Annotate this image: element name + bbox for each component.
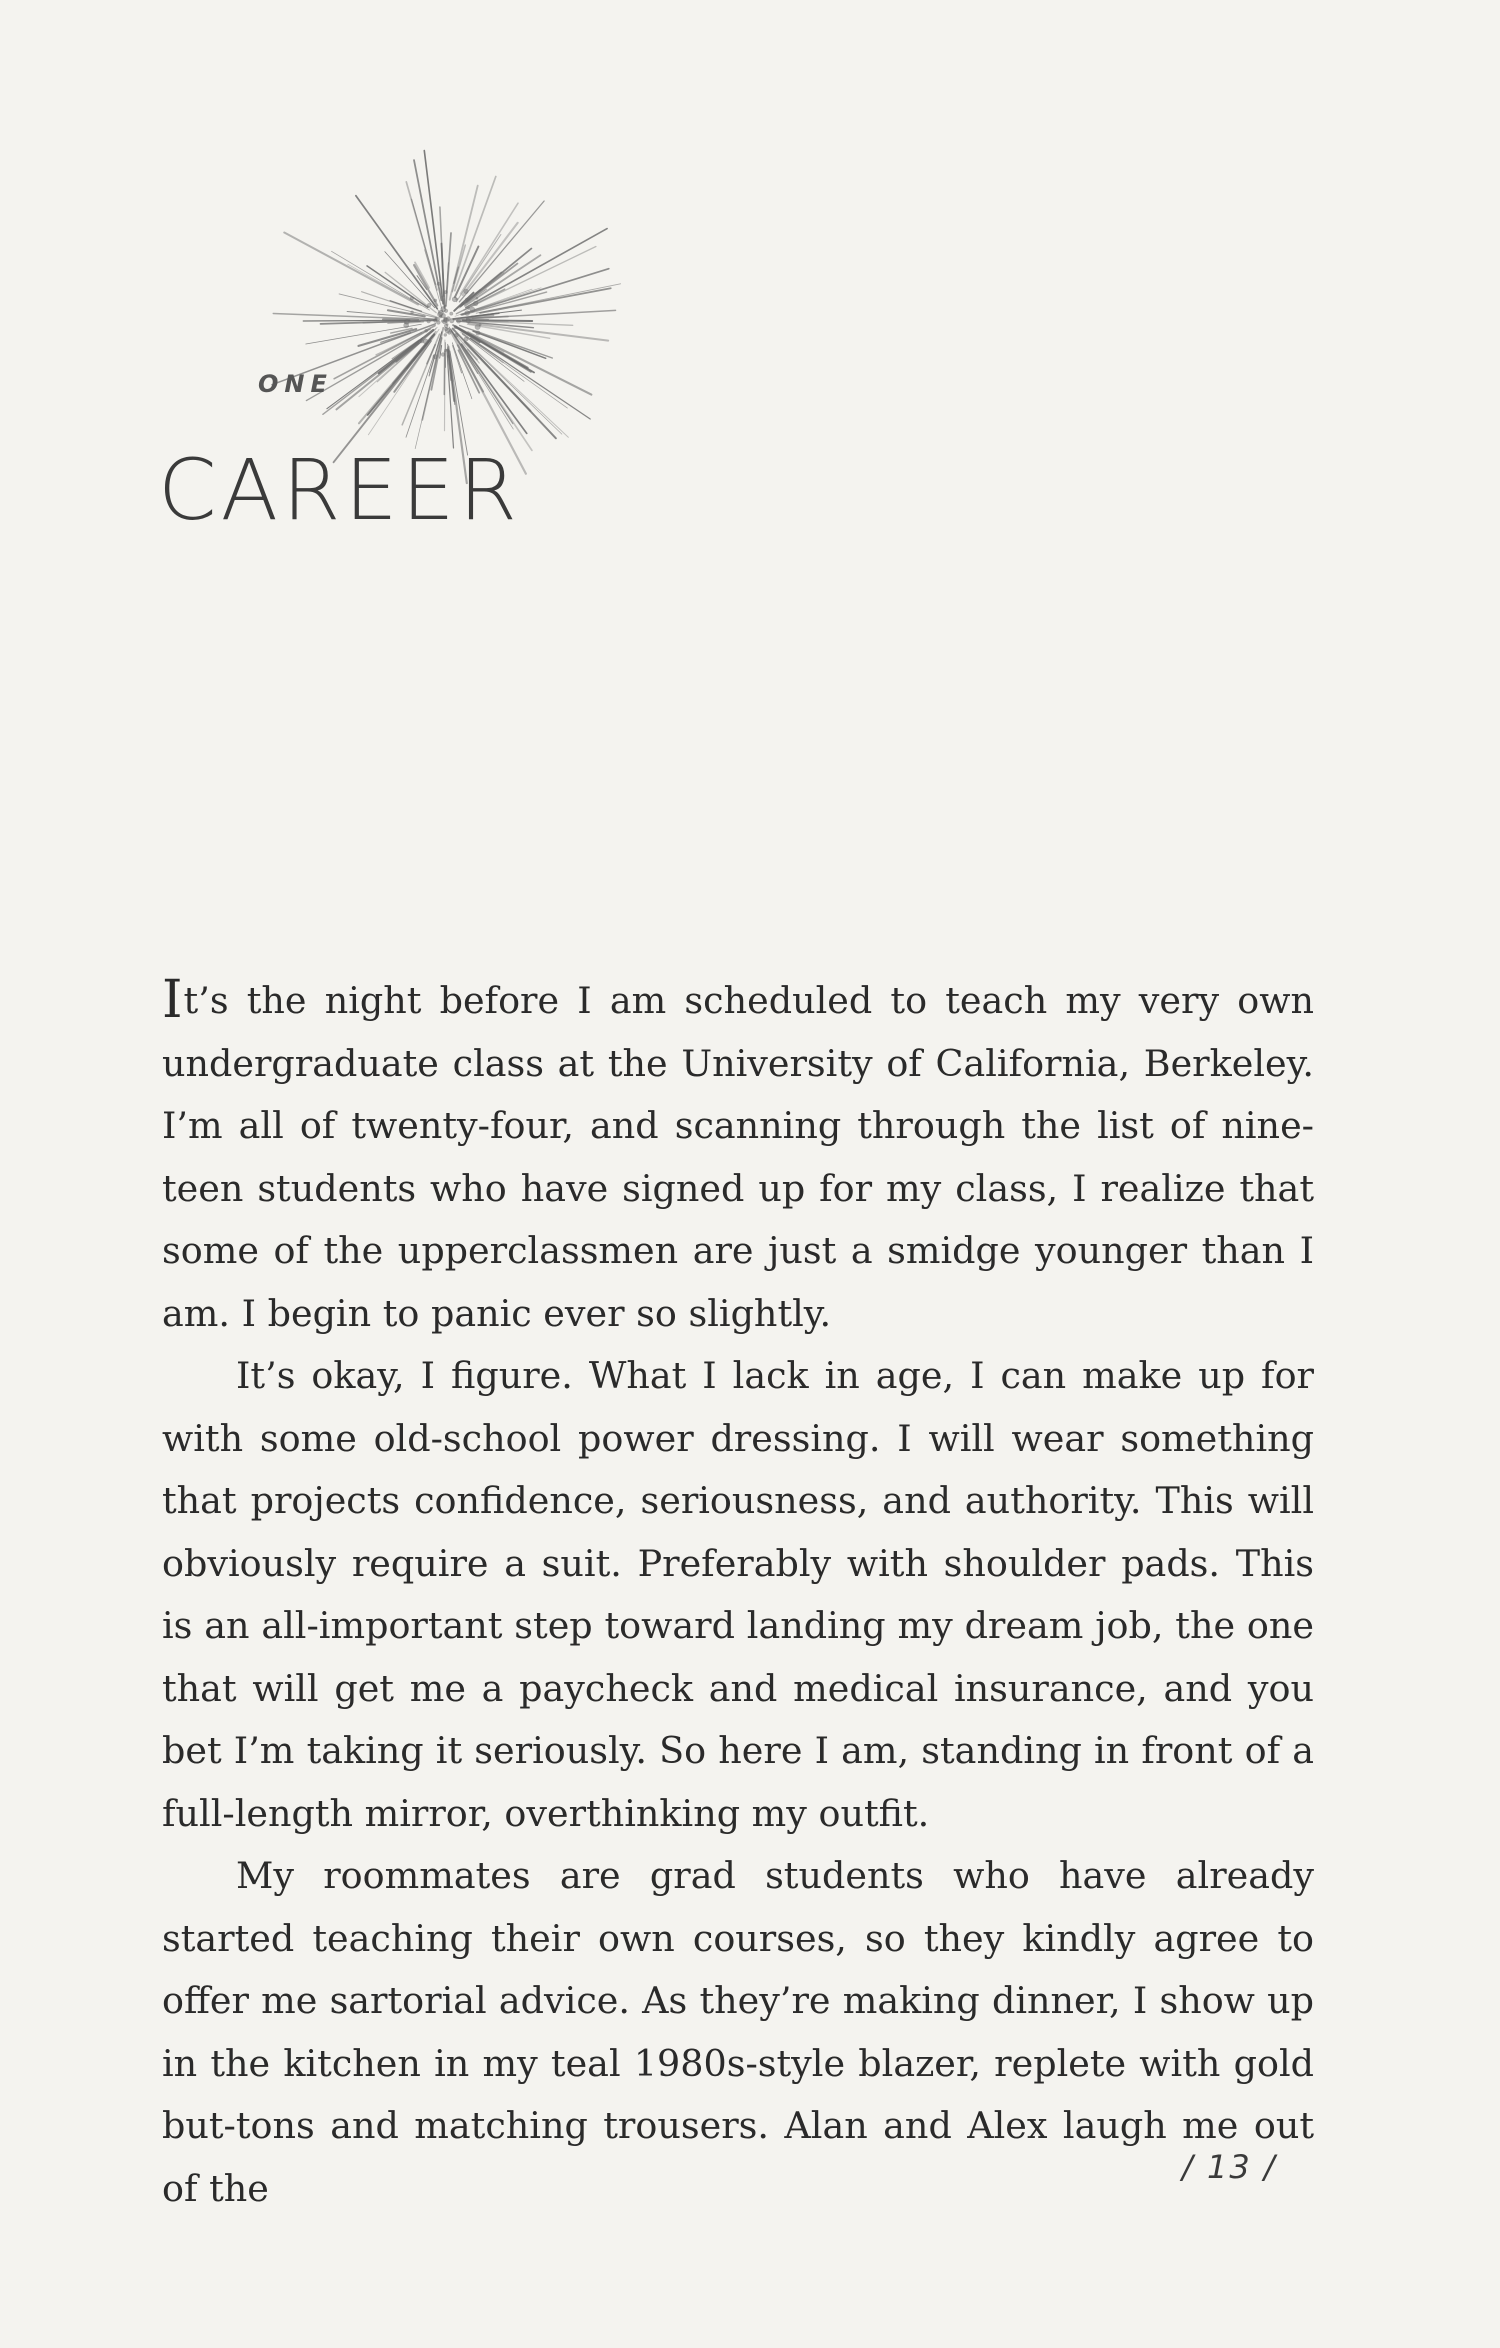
chapter-number-label: ONE [258, 370, 333, 398]
page-number: / 13 / [1182, 2148, 1277, 2186]
paragraph-2: It’s okay, I figure. What I lack in age, I can make up for with some old-school power dressing. I will wear something that projects confidence, seriousness, and authority. This will obviously require a suit. Preferably with shoulder pads. This is an all-important step toward landing my dream job, the one that will get me a paycheck and medical insurance, and you bet I’m taking it seriously. So here I am, standing in front of a full-length mirror, overthinking my outfit. [162, 1354, 1314, 1835]
paragraph-1-text: t’s the night before I am scheduled to teach my very own undergraduate class at the University of California, Berkeley. I’m all of twenty-four, and scanning through the list of nine-teen students who have signed up for my class, I realize that some of the upperclassmen are just a smidge younger than I am. I begin to panic ever so slightly. [162, 979, 1314, 1335]
paragraph-1 [162, 970, 1314, 1345]
chapter-body [162, 970, 1314, 2220]
chapter-title: CAREER [158, 441, 521, 539]
paragraph-3: My roommates are grad students who have already started teaching their own courses, so they kindly agree to offer me sartorial advice. As they’re making dinner, I show up in the kitchen in my teal 1980s-style blazer, replete with gold but-tons and matching trousers. Alan and Alex laugh me out of the [162, 1854, 1314, 2210]
drop-cap: I [162, 970, 183, 1030]
